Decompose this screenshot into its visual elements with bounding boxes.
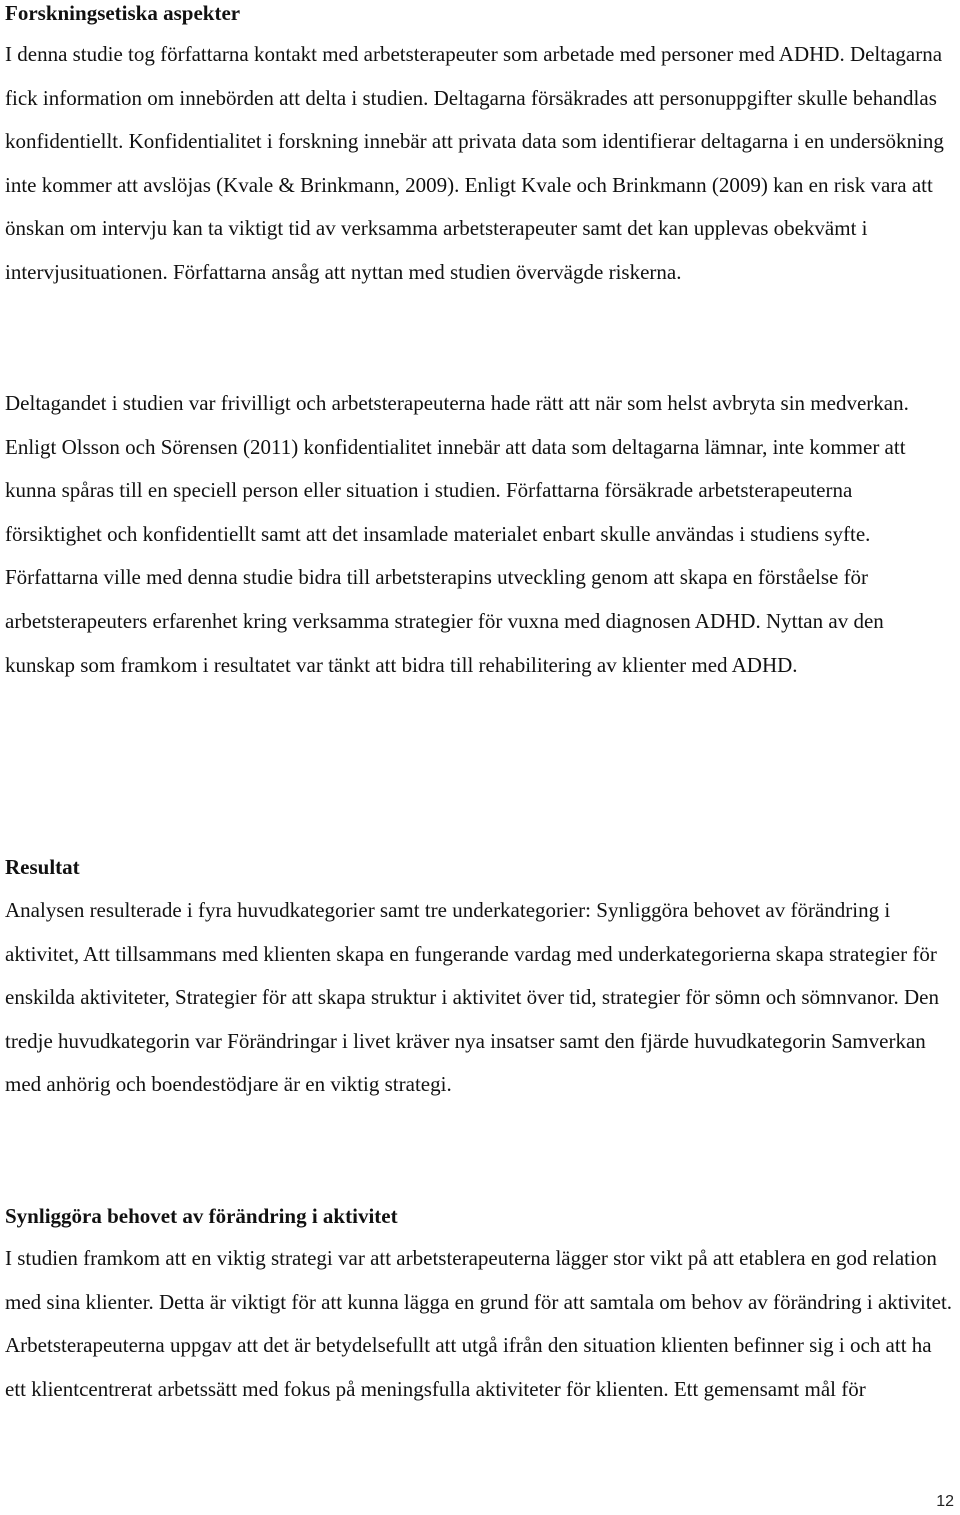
section-heading-ethics: Forskningsetiska aspekter (5, 1, 241, 25)
paragraph-ethics-1: I denna studie tog författarna kontakt med arbetsterapeuter som arbetade med personer med ADHD. Deltagarna fick information om innebörden att delta i studien. Deltagarna försäkrades att personuppgifter skulle behandlas konfidentiellt. Konfidentialitet i forskning innebär att privata data som identifierar deltagarna i en undersökning inte kommer att avslöjas (Kvale & Brinkmann, 2009). Enligt Kvale och Brinkmann (2009) kan en risk vara att önskan om intervju kan ta viktigt tid av verksamma arbetsterapeuter samt det kan upplevas obekvämt i intervjusituationen. Författarna ansåg att nyttan med studien övervägde riskerna. (5, 42, 944, 284)
paragraph-visibility-1: I studien framkom att en viktig strategi var att arbetsterapeuterna lägger stor vikt på att etablera en god relation med sina klienter. Detta är viktigt för att kunna lägga en grund för att samtala om behov av förändring i aktivitet. Arbetsterapeuterna uppgav att det är betydelsefullt att utgå ifrån den situation klienten befinner sig i och att ha ett klientcentrerat arbetssätt med fokus på meningsfulla aktiviteter för klienten. Ett gemensamt mål för (5, 1246, 953, 1401)
paragraph-ethics-2: Deltagandet i studien var frivilligt och arbetsterapeuterna hade rätt att när som helst avbryta sin medverkan. Enligt Olsson och Sörensen (2011) konfidentialitet innebär att data som deltagarna lämnar, inte kommer att kunna spåras till en speciell person eller situation i studien. Författarna försäkrade arbetsterapeuterna försiktighet och konfidentiellt samt att det insamlade materialet enbart skulle användas i studiens syfte. Författarna ville med denna studie bidra till arbetsterapins utveckling genom att skapa en förståelse för arbetsterapeuters erfarenhet kring verksamma strategier för vuxna med diagnosen ADHD. Nyttan av den kunskap som framkom i resultatet var tänkt att bidra till rehabilitering av klienter med ADHD. (5, 391, 909, 677)
page-number: 12 (936, 1493, 954, 1510)
paragraph-results-1: Analysen resulterade i fyra huvudkategorier samt tre underkategorier: Synliggöra behovet av förändring i aktivitet, Att tillsammans med klienten skapa en fungerande vardag med underkategorierna skapa strategier för enskilda aktiviteter, Strategier för att skapa struktur i aktivitet över tid, strategier för sömn och sömnvanor. Den tredje huvudkategorin var Förändringar i livet kräver nya insatser samt den fjärde huvudkategorin Samverkan med anhörig och boendestödjare är en viktig strategi. (5, 898, 939, 1097)
section-heading-visibility: Synliggöra behovet av förändring i aktivitet (5, 1204, 398, 1228)
section-heading-results: Resultat (5, 855, 80, 879)
